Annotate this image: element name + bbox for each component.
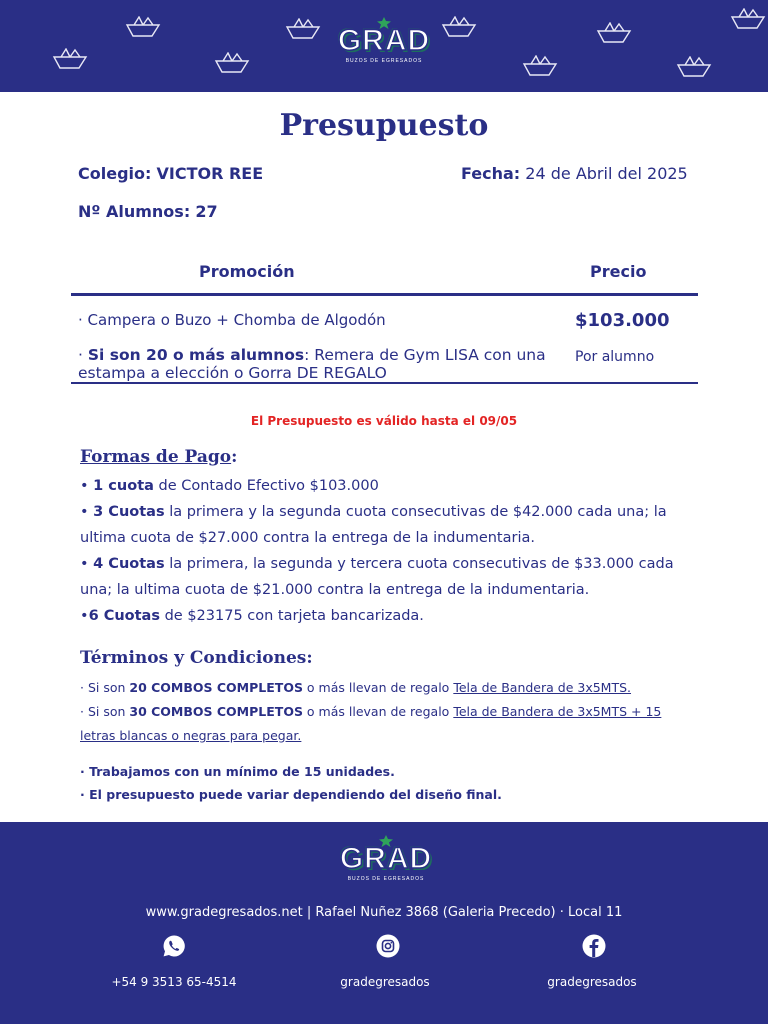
paper-boat-icon (52, 48, 88, 70)
terms-title: Términos y Condiciones: (80, 648, 313, 668)
instagram-handle[interactable]: gradegresados (340, 975, 430, 989)
paper-boat-icon (596, 22, 632, 44)
gift-link[interactable]: Tela de Bandera de 3x5MTS. (453, 680, 632, 695)
promo-item-2-bold: Si son 20 o más alumnos (87, 346, 305, 364)
brand-logo (324, 26, 444, 64)
list-item: • 3 Cuotas la primera y la segunda cuota consecutivas de $42.000 cada una; la ultima cuota de $27.000 contra la entrega de la indumentaria. (80, 504, 667, 546)
paper-boat-icon (441, 16, 477, 38)
list-item: · Si son 20 COMBOS COMPLETOS o más llevan de regalo Tela de Bandera de 3x5MTS. (80, 680, 632, 695)
footer (0, 822, 768, 1024)
note-item: · Trabajamos con un mínimo de 15 unidades. (80, 764, 395, 779)
validity-notice: El Presupuesto es válido hasta el 09/05 (250, 414, 518, 428)
students-value: 27 (195, 202, 218, 221)
header-banner (0, 0, 768, 92)
paper-boat-icon (285, 18, 321, 40)
instagram-icon[interactable] (376, 934, 400, 958)
note-item: · El presupuesto puede variar dependiendo del diseño final. (80, 787, 502, 802)
price-note: Por alumno (575, 349, 655, 365)
table-bottom-divider (71, 382, 698, 384)
facebook-icon[interactable] (582, 934, 606, 958)
list-item: · Si son 30 COMBOS COMPLETOS o más llevan de regalo Tela de Bandera de 3x5MTS + 15 letras blancas o negras para pegar. (80, 704, 662, 743)
terms-notes (80, 760, 700, 806)
promo-item-1: · Campera o Buzo + Chomba de Algodón (78, 311, 386, 329)
paper-boat-icon (125, 16, 161, 38)
date-value: 24 de Abril del 2025 (525, 164, 688, 183)
promo-item-2: · Si son 20 o más alumnos: Remera de Gym LISA con una estampa a elección o Gorra DE REGALO (78, 346, 546, 382)
brand-tagline: BUZOS DE EGRESADOS (345, 58, 423, 64)
brand-name: GRAD (337, 24, 431, 57)
school-info (78, 164, 263, 183)
promo-item-2-text: : Remera de Gym LISA con una estampa a elección o Gorra DE REGALO (78, 346, 546, 382)
paper-boat-icon (676, 56, 712, 78)
whatsapp-icon[interactable] (162, 934, 186, 958)
date-info (461, 164, 688, 183)
table-top-divider (71, 293, 698, 296)
date-label: Fecha: (461, 164, 521, 183)
facebook-handle[interactable]: gradegresados (547, 975, 637, 989)
students-label: Nº Alumnos: (78, 202, 191, 221)
brand-tagline: BUZOS DE EGRESADOS (347, 876, 425, 882)
page-title: Presupuesto (279, 108, 489, 143)
terms-list (80, 676, 700, 748)
footer-address: www.gradegresados.net | Rafael Nuñez 3868 (Galeria Precedo) · Local 11 (145, 905, 623, 920)
payment-list (80, 473, 700, 629)
gift-link[interactable]: Tela de Bandera de 3x5MTS + 15 letras blancas o negras para pegar. (80, 704, 662, 743)
school-value: VICTOR REE (156, 164, 264, 183)
list-item: •6 Cuotas de $23175 con tarjeta bancarizada. (80, 608, 424, 624)
column-header-price: Precio (590, 262, 647, 281)
whatsapp-number[interactable]: +54 9 3513 65-4514 (111, 975, 237, 989)
price-value: $103.000 (575, 310, 670, 331)
payment-title: Formas de Pago: (80, 447, 238, 467)
brand-name: GRAD (339, 842, 433, 875)
students-info (78, 202, 218, 221)
paper-boat-icon (522, 55, 558, 77)
footer-logo (326, 844, 446, 882)
paper-boat-icon (214, 52, 250, 74)
list-item: • 1 cuota de Contado Efectivo $103.000 (80, 478, 379, 494)
list-item: • 4 Cuotas la primera, la segunda y tercera cuota consecutivas de $33.000 cada una; la ultima cuota de $21.000 contra la entrega de la indumentaria. (80, 556, 674, 598)
school-label: Colegio: (78, 164, 152, 183)
paper-boat-icon (730, 8, 766, 30)
column-header-promo: Promoción (199, 262, 295, 281)
